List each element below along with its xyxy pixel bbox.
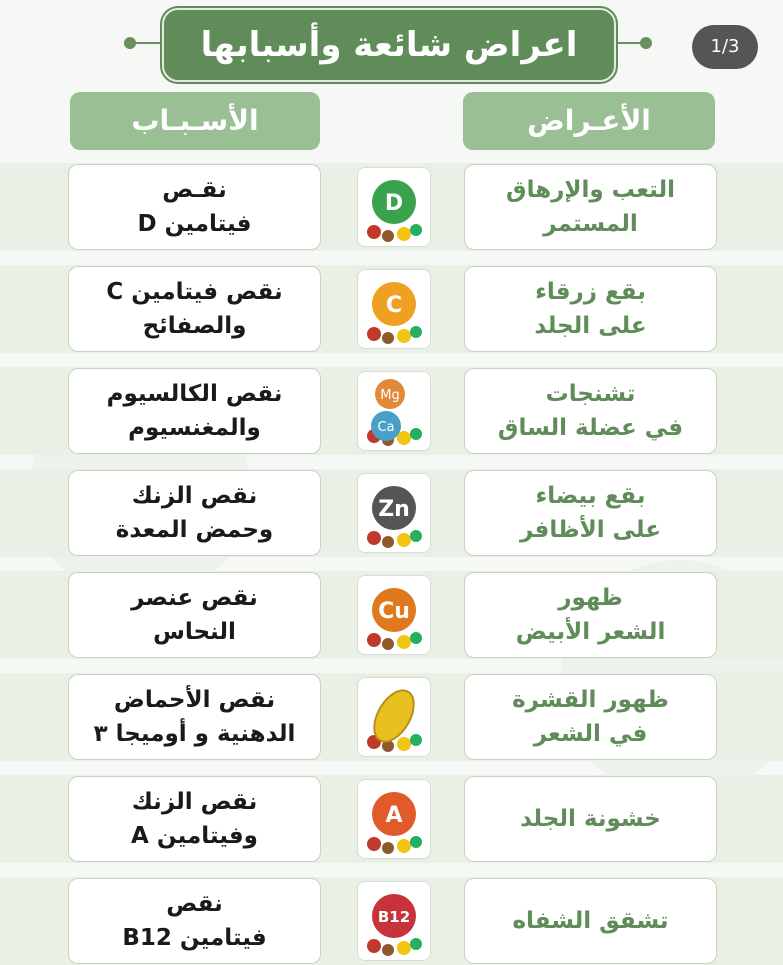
- symptom-text: على الجلد: [534, 313, 647, 339]
- symptom-text: في عضلة الساق: [497, 415, 684, 441]
- zinc-icon: [357, 473, 431, 553]
- title-ornament-dot-left: [124, 37, 136, 49]
- symptom-cell: [464, 776, 717, 862]
- cause-cell: [68, 572, 321, 658]
- vitamin-b12-icon: [357, 881, 431, 961]
- symptom-cell: [464, 674, 717, 760]
- symptom-text: تشقق الشفاه: [512, 908, 669, 934]
- symptom-cell: [464, 368, 717, 454]
- cause-text: نقص الكالسيوم: [106, 381, 283, 407]
- svg-text:Mg: Mg: [380, 388, 400, 403]
- cause-text: وحمض المعدة: [115, 517, 274, 543]
- cause-text: الدهنية و أوميجا ٣: [93, 721, 296, 747]
- symptom-text: المستمر: [543, 211, 638, 237]
- cause-text: النحاس: [153, 619, 236, 645]
- cause-text: نقص الزنك: [131, 789, 258, 815]
- cause-text: والصفائح: [142, 313, 247, 339]
- vitamin-a-icon: [357, 779, 431, 859]
- symptom-cell: [464, 470, 717, 556]
- cause-text: فيتامين B12: [122, 925, 267, 951]
- svg-text:B12: B12: [377, 908, 411, 926]
- symptoms-column-header: الأعـراض: [463, 92, 715, 150]
- cause-text: والمغنسيوم: [128, 415, 261, 441]
- cause-cell: [68, 470, 321, 556]
- svg-text:Ca: Ca: [377, 420, 395, 435]
- symptom-cell: [464, 266, 717, 352]
- svg-text:A: A: [385, 803, 403, 828]
- symptom-text: بقع زرقاء: [535, 279, 646, 305]
- symptom-text: بقع بيضاء: [535, 483, 646, 509]
- cause-cell: [68, 266, 321, 352]
- symptom-cell: [464, 878, 717, 964]
- cause-cell: [68, 164, 321, 250]
- symptom-cell: [464, 572, 717, 658]
- page-title: اعراض شائعة وأسبابها: [162, 8, 616, 82]
- symptom-cell: [464, 164, 717, 250]
- cause-cell: [68, 776, 321, 862]
- symptom-text: خشونة الجلد: [520, 806, 661, 832]
- title-ornament-dot-right: [640, 37, 652, 49]
- cause-text: فيتامين D: [137, 211, 252, 237]
- cause-text: نقص الأحماض: [113, 687, 276, 713]
- cause-text: وفيتامين A: [131, 823, 258, 849]
- symptom-text: ظهور القشرة: [512, 687, 669, 713]
- symptom-text: على الأظافر: [519, 517, 662, 543]
- symptom-text: تشنجات: [545, 381, 636, 407]
- magnesium-calcium-icon: [357, 371, 431, 451]
- cause-text: نقص عنصر: [131, 585, 258, 611]
- svg-text:D: D: [384, 191, 404, 216]
- symptom-text: في الشعر: [533, 721, 648, 747]
- cause-text: نقـص: [162, 177, 227, 203]
- cause-text: نقص الزنك: [131, 483, 258, 509]
- symptom-text: التعب والإرهاق: [506, 177, 675, 203]
- svg-text:Zn: Zn: [378, 497, 410, 522]
- copper-icon: [357, 575, 431, 655]
- cause-text: نقص فيتامين C: [106, 279, 283, 305]
- svg-text:Cu: Cu: [378, 599, 410, 624]
- vitamin-d-icon: [357, 167, 431, 247]
- cause-cell: [68, 878, 321, 964]
- causes-column-header: الأسـبـاب: [70, 92, 320, 150]
- cause-text: نقص: [166, 891, 223, 917]
- cause-cell: [68, 368, 321, 454]
- svg-text:C: C: [385, 293, 403, 318]
- symptom-text: الشعر الأبيض: [515, 619, 666, 645]
- vitamin-c-icon: [357, 269, 431, 349]
- symptom-text: ظهور: [558, 585, 623, 611]
- cause-cell: [68, 674, 321, 760]
- page-indicator-badge[interactable]: 1/3: [692, 25, 758, 69]
- omega3-capsule-icon: [357, 677, 431, 757]
